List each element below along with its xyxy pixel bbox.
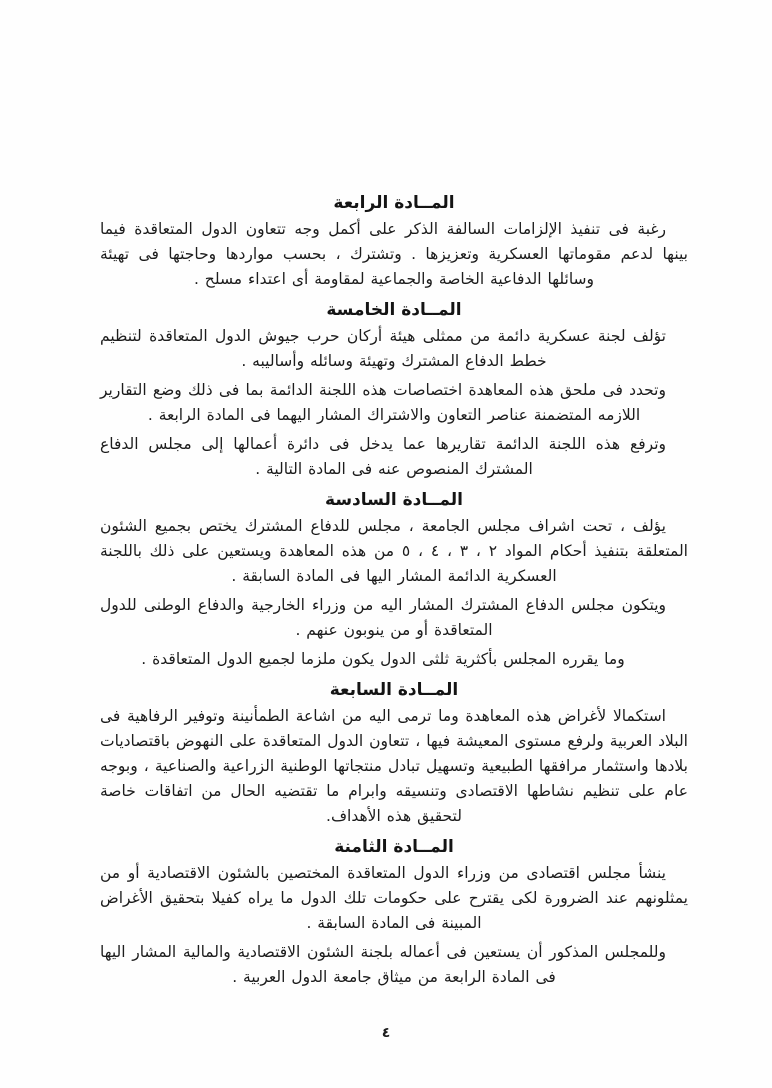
article-four bbox=[100, 194, 688, 292]
article-five-paragraph-2: وتحدد فى ملحق هذه المعاهدة اختصاصات هذه اللجنة الدائمة بما فى ذلك وضع التقارير اللازمه المتضمنة عناصر التعاون والاشتراك المشار اليهما فى المادة الرابعة . bbox=[100, 381, 666, 424]
article-seven bbox=[100, 681, 688, 829]
article-seven-paragraph-1: استكمالا لأغراض هذه المعاهدة وما ترمى اليه من اشاعة الطمأنينة وتوفير الرفاهية فى البلاد العربية ولرفع مستوى المعيشة فيها ، تتعاون الدول المتعاقدة على النهوض باقتصاديات بلادها واستثمار مرافقها الطبيعية وتسهيل تبادل منتجاتها الوطنية الزراعية والصناعية ، وبوجه عام على تنظيم نشاطها الاقتصادى وتنسيقه وابرام ما تقتضيه الحال من اتفاقات خاصة لتحقيق هذه الأهداف. bbox=[100, 707, 688, 825]
article-six-paragraph-2: ويتكون مجلس الدفاع المشترك المشار اليه من وزراء الخارجية والدفاع الوطنى للدول المتعاقدة أو من ينوبون عنهم . bbox=[100, 596, 666, 639]
article-six-title: المــادة السادسة bbox=[325, 490, 463, 510]
article-five-title: المــادة الخامسة bbox=[326, 300, 462, 320]
article-seven-title: المــادة السابعة bbox=[329, 680, 459, 700]
article-five-paragraph-3: وترفع هذه اللجنة الدائمة تقاريرها عما يدخل فى دائرة أعمالها إلى مجلس الدفاع المشترك المنصوص عنه فى المادة التالية . bbox=[100, 435, 666, 478]
article-six bbox=[100, 491, 688, 672]
article-six-paragraph-3: وما يقرره المجلس بأكثرية ثلثى الدول يكون ملزما لجميع الدول المتعاقدة . bbox=[141, 650, 625, 668]
article-eight-paragraph-1: ينشأ مجلس اقتصادى من وزراء الدول المتعاقدة المختصين بالشئون الاقتصادية أو من يمثلونهم عند الضرورة لكى يقترح على حكومات تلك الدول ما يراه كفيلا بتحقيق الأغراض المبينة فى المادة السابقة . bbox=[100, 864, 688, 932]
page-footer bbox=[0, 1022, 772, 1041]
article-six-paragraph-1: يؤلف ، تحت اشراف مجلس الجامعة ، مجلس للدفاع المشترك يختص بجميع الشئون المتعلقة بتنفيذ أحكام المواد ٢ ، ٣ ، ٤ ، ٥ من هذه المعاهدة ويستعين على ذلك باللجنة العسكرية الدائمة المشار اليها فى المادة السابقة . bbox=[100, 517, 688, 585]
page-number: ٤ bbox=[381, 1025, 391, 1041]
article-eight-title: المــادة الثامنة bbox=[334, 837, 454, 857]
article-four-paragraph-1: رغبة فى تنفيذ الإلزامات السالفة الذكر على أكمل وجه تتعاون الدول المتعاقدة فيما بينها لدعم مقوماتها العسكرية وتعزيزها . وتشترك ، بحسب مواردها وحاجتها فى تهيئة وسائلها الدفاعية الخاصة والجماعية لمقاومة أى اعتداء مسلح . bbox=[100, 220, 688, 288]
article-five bbox=[100, 301, 688, 482]
article-five-paragraph-1: تؤلف لجنة عسكرية دائمة من ممثلى هيئة أركان حرب جيوش الدول المتعاقدة لتنظيم خطط الدفاع المشترك وتهيئة وسائله وأساليبه . bbox=[100, 327, 666, 370]
treaty-text-block bbox=[100, 194, 688, 994]
article-eight-paragraph-2: وللمجلس المذكور أن يستعين فى أعماله بلجنة الشئون الاقتصادية والمالية المشار اليها فى المادة الرابعة من ميثاق جامعة الدول العربية . bbox=[100, 943, 666, 986]
article-four-title: المــادة الرابعة bbox=[333, 193, 455, 213]
article-eight bbox=[100, 838, 688, 990]
